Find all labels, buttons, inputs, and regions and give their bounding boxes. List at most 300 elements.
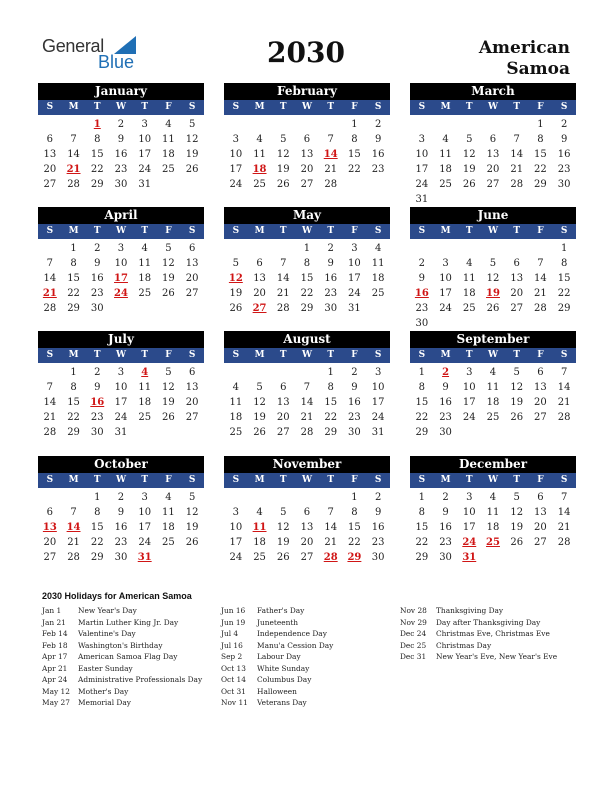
holiday-date: Jun 16 [221, 606, 246, 615]
day-cell: 25 [371, 288, 385, 299]
weekday-header [410, 224, 576, 239]
day-cell: 30 [371, 552, 385, 563]
month-title: September [410, 331, 576, 348]
weekday-label: F [537, 226, 544, 236]
weekday-label: F [351, 102, 358, 112]
empty-cell [62, 490, 86, 505]
holiday-date: Nov 28 [400, 606, 427, 615]
day-cell: 30 [324, 303, 338, 314]
day-cell: 26 [185, 537, 199, 548]
empty-cell [319, 490, 343, 505]
holiday-name: Christmas Day [436, 640, 492, 650]
day-cell: 12 [510, 382, 524, 393]
holiday-name: American Samoa Flag Day [78, 652, 178, 661]
holiday-name: Manu'a Cession Day [257, 640, 334, 650]
day-cell: 11 [486, 507, 500, 518]
day-cell: 30 [415, 318, 429, 329]
weekday-label: S [188, 350, 196, 360]
day-cell: 21 [324, 537, 338, 548]
holiday-row [400, 628, 557, 640]
holiday-date: Dec 24 [400, 629, 427, 638]
day-cell: 24 [114, 412, 128, 423]
day-grid [224, 490, 390, 565]
day-cell: 10 [138, 134, 152, 145]
holiday-column [221, 605, 333, 709]
weekday-label: T [279, 226, 287, 236]
holiday-date: Jul 16 [221, 640, 243, 650]
day-cell: 25 [486, 537, 500, 548]
weekday-label: S [232, 475, 240, 485]
day-cell: 10 [138, 507, 152, 518]
holiday-name: Independence Day [257, 629, 327, 638]
day-cell: 25 [462, 303, 476, 314]
day-cell: 19 [462, 164, 476, 175]
day-cell: 9 [327, 258, 334, 269]
day-cell: 10 [114, 258, 128, 269]
holiday-date: Jan 1 [42, 606, 62, 615]
month-title: June [410, 207, 576, 224]
day-cell: 29 [67, 303, 80, 314]
day-cell: 25 [138, 412, 152, 423]
day-cell: 11 [162, 507, 175, 518]
holiday-date: Oct 14 [221, 675, 246, 684]
day-cell: 30 [557, 179, 571, 190]
weekday-label: F [165, 102, 172, 112]
day-cell: 31 [415, 194, 429, 205]
weekday-label: S [560, 226, 568, 236]
day-cell: 7 [560, 367, 568, 378]
day-cell: 11 [486, 382, 500, 393]
day-cell: 23 [348, 412, 361, 423]
weekday-label: S [188, 475, 196, 485]
day-cell: 7 [70, 134, 77, 145]
day-cell: 25 [162, 537, 175, 548]
weekday-label: F [351, 350, 358, 360]
day-cell: 22 [67, 288, 80, 299]
holiday-row [400, 605, 557, 617]
day-cell: 16 [90, 397, 105, 408]
holiday-row [221, 651, 333, 663]
day-cell: 6 [303, 134, 311, 145]
weekday-label: W [487, 102, 499, 112]
month-title: August [224, 331, 390, 348]
day-cell: 28 [324, 179, 338, 190]
empty-cell [481, 241, 505, 256]
day-cell: 8 [418, 382, 426, 393]
holiday-date: Feb 18 [42, 640, 68, 650]
weekday-label: W [487, 475, 499, 485]
day-cell: 7 [513, 134, 520, 145]
day-cell: 1 [303, 243, 311, 254]
day-cell: 12 [276, 522, 290, 533]
weekday-label: T [465, 350, 473, 360]
day-cell: 11 [229, 397, 243, 408]
day-cell: 29 [415, 427, 429, 438]
weekday-label: T [279, 475, 287, 485]
weekday-label: M [440, 350, 451, 360]
month-april [38, 207, 204, 316]
day-cell: 5 [165, 243, 172, 254]
weekday-label: T [327, 226, 335, 236]
day-cell: 29 [90, 179, 104, 190]
day-cell: 18 [138, 397, 152, 408]
empty-cell [295, 365, 319, 380]
holiday-row [42, 697, 202, 709]
day-cell: 13 [253, 273, 266, 284]
day-cell: 24 [229, 179, 243, 190]
holiday-name: Martin Luther King Jr. Day [78, 617, 179, 627]
day-cell: 23 [114, 164, 128, 175]
day-cell: 1 [70, 367, 77, 378]
day-cell: 6 [489, 134, 497, 145]
day-grid [38, 365, 204, 440]
holidays-title: 2030 Holidays for American Samoa [42, 591, 192, 601]
day-cell: 18 [138, 273, 152, 284]
day-cell: 5 [188, 492, 196, 503]
day-cell: 19 [276, 164, 290, 175]
day-cell: 11 [253, 149, 266, 160]
day-cell: 9 [117, 134, 125, 145]
weekday-label: T [279, 350, 287, 360]
holiday-date: Oct 13 [221, 663, 246, 673]
day-cell: 12 [162, 382, 175, 393]
weekday-label: F [165, 226, 172, 236]
day-grid [224, 117, 390, 192]
day-cell: 15 [415, 522, 429, 533]
day-cell: 9 [442, 507, 449, 518]
weekday-label: W [487, 226, 499, 236]
empty-cell [38, 241, 62, 256]
weekday-label: T [513, 350, 521, 360]
day-cell: 12 [185, 507, 199, 518]
weekday-label: T [93, 475, 101, 485]
day-cell: 26 [510, 537, 524, 548]
weekday-label: M [68, 475, 79, 485]
weekday-label: T [327, 350, 335, 360]
holiday-column [400, 605, 557, 663]
day-cell: 15 [557, 273, 571, 284]
day-cell: 25 [162, 164, 175, 175]
day-cell: 17 [462, 397, 476, 408]
day-cell: 15 [415, 397, 429, 408]
day-cell: 23 [371, 537, 385, 548]
weekday-label: S [46, 350, 54, 360]
day-cell: 17 [138, 522, 152, 533]
day-cell: 20 [43, 164, 57, 175]
day-cell: 4 [232, 382, 240, 393]
day-cell: 10 [462, 507, 476, 518]
day-cell: 21 [557, 522, 571, 533]
day-cell: 1 [351, 492, 358, 503]
weekday-header [38, 473, 204, 488]
day-cell: 12 [276, 149, 290, 160]
weekday-label: W [115, 226, 127, 236]
day-cell: 4 [489, 492, 497, 503]
day-cell: 10 [229, 522, 243, 533]
day-cell: 8 [70, 258, 77, 269]
holiday-date: Oct 31 [221, 686, 246, 696]
day-cell: 6 [188, 243, 196, 254]
day-cell: 13 [510, 273, 524, 284]
empty-cell [38, 490, 62, 505]
day-cell: 20 [185, 397, 199, 408]
weekday-label: F [351, 475, 358, 485]
day-cell: 11 [371, 258, 385, 269]
weekday-label: M [254, 102, 265, 112]
weekday-label: S [560, 102, 568, 112]
day-cell: 3 [117, 243, 125, 254]
month-november [224, 456, 390, 565]
day-cell: 5 [256, 382, 263, 393]
day-cell: 14 [43, 397, 57, 408]
weekday-label: F [351, 226, 358, 236]
holiday-date: Feb 14 [42, 629, 68, 638]
holiday-date: Nov 29 [400, 617, 427, 627]
weekday-header [224, 348, 390, 363]
day-cell: 4 [489, 367, 497, 378]
day-grid [38, 241, 204, 316]
day-cell: 14 [67, 149, 80, 160]
day-cell: 31 [462, 552, 477, 563]
weekday-label: S [188, 226, 196, 236]
day-cell: 19 [486, 288, 500, 299]
day-cell: 20 [534, 522, 547, 533]
day-cell: 3 [351, 243, 358, 254]
day-cell: 9 [94, 382, 101, 393]
day-cell: 30 [348, 427, 361, 438]
day-cell: 10 [462, 382, 476, 393]
weekday-label: M [254, 475, 265, 485]
country-name-line2: Samoa [506, 59, 570, 79]
day-cell: 8 [70, 382, 77, 393]
day-cell: 22 [557, 288, 571, 299]
day-cell: 19 [162, 397, 175, 408]
empty-cell [248, 365, 272, 380]
holiday-row [400, 651, 557, 663]
day-cell: 16 [371, 522, 385, 533]
day-cell: 21 [300, 412, 314, 423]
day-cell: 19 [185, 149, 199, 160]
day-cell: 3 [442, 258, 449, 269]
holiday-row [42, 628, 202, 640]
day-cell: 24 [439, 303, 452, 314]
month-october [38, 456, 204, 565]
weekday-label: S [232, 102, 240, 112]
month-january [38, 83, 204, 192]
day-cell: 1 [418, 492, 426, 503]
day-cell: 30 [439, 552, 452, 563]
day-cell: 31 [114, 427, 128, 438]
day-cell: 13 [185, 258, 199, 269]
day-cell: 7 [303, 382, 311, 393]
holiday-row [42, 686, 202, 698]
day-cell: 16 [324, 273, 338, 284]
logo-general-text: General [42, 36, 104, 56]
day-cell: 2 [442, 492, 449, 503]
holiday-column [42, 605, 202, 709]
day-cell: 8 [418, 507, 426, 518]
day-cell: 16 [439, 522, 452, 533]
day-cell: 2 [442, 367, 450, 378]
day-cell: 29 [90, 552, 104, 563]
weekday-label: S [418, 102, 426, 112]
weekday-label: S [560, 475, 568, 485]
day-cell: 1 [93, 119, 101, 130]
day-cell: 16 [114, 522, 128, 533]
day-cell: 30 [114, 179, 128, 190]
holiday-date: Jan 21 [42, 617, 66, 627]
weekday-label: S [188, 102, 196, 112]
empty-cell [434, 241, 458, 256]
day-cell: 28 [43, 427, 57, 438]
day-cell: 31 [138, 179, 152, 190]
day-cell: 18 [486, 522, 500, 533]
day-cell: 9 [94, 258, 101, 269]
country-name-line1: American [478, 38, 570, 58]
day-cell: 5 [466, 134, 473, 145]
day-cell: 28 [510, 179, 524, 190]
day-cell: 29 [557, 303, 571, 314]
holiday-date: May 12 [42, 686, 70, 696]
day-grid [38, 490, 204, 565]
day-cell: 2 [418, 258, 426, 269]
holiday-row [221, 663, 333, 675]
empty-cell [248, 241, 272, 256]
month-september [410, 331, 576, 440]
day-cell: 1 [537, 119, 544, 130]
day-cell: 20 [43, 537, 57, 548]
empty-cell [38, 365, 62, 380]
weekday-label: W [301, 226, 313, 236]
month-july [38, 331, 204, 440]
day-cell: 26 [486, 303, 500, 314]
day-cell: 12 [228, 273, 243, 284]
day-cell: 17 [462, 522, 476, 533]
empty-cell [248, 117, 272, 132]
day-cell: 20 [534, 397, 547, 408]
day-cell: 29 [534, 179, 547, 190]
day-cell: 23 [371, 164, 385, 175]
weekday-label: S [374, 226, 382, 236]
day-cell: 15 [348, 522, 361, 533]
day-cell: 28 [534, 303, 547, 314]
day-cell: 26 [229, 303, 243, 314]
day-cell: 6 [537, 492, 544, 503]
holiday-row [42, 617, 202, 629]
day-cell: 25 [229, 427, 243, 438]
holiday-date: Jul 4 [221, 629, 239, 638]
day-cell: 26 [510, 412, 524, 423]
month-december [410, 456, 576, 565]
day-grid [224, 365, 390, 440]
day-cell: 21 [67, 537, 80, 548]
day-cell: 5 [232, 258, 240, 269]
day-cell: 6 [513, 258, 520, 269]
day-cell: 31 [348, 303, 361, 314]
holiday-date: Apr 21 [42, 663, 68, 673]
month-february [224, 83, 390, 192]
weekday-label: S [46, 226, 54, 236]
holiday-name: Administrative Professionals Day [78, 675, 203, 684]
day-cell: 23 [439, 412, 452, 423]
day-cell: 14 [534, 273, 547, 284]
day-cell: 6 [303, 507, 311, 518]
weekday-header [410, 100, 576, 115]
day-cell: 8 [351, 507, 358, 518]
day-cell: 28 [43, 303, 57, 314]
weekday-label: W [301, 475, 313, 485]
day-cell: 20 [300, 164, 314, 175]
day-cell: 10 [415, 149, 429, 160]
day-cell: 3 [418, 134, 426, 145]
day-cell: 7 [327, 134, 334, 145]
day-cell: 7 [46, 258, 54, 269]
day-cell: 25 [138, 288, 152, 299]
day-cell: 27 [185, 288, 199, 299]
empty-cell [434, 117, 458, 132]
holiday-row [221, 628, 333, 640]
day-cell: 18 [252, 164, 267, 175]
holiday-row [42, 651, 202, 663]
holiday-date: Apr 24 [42, 675, 68, 684]
holiday-date: Apr 17 [42, 652, 68, 661]
holiday-row [42, 663, 202, 675]
empty-cell [481, 117, 505, 132]
weekday-label: T [93, 350, 101, 360]
day-cell: 4 [374, 243, 382, 254]
day-cell: 22 [534, 164, 547, 175]
month-title: December [410, 456, 576, 473]
holiday-name: Columbus Day [257, 675, 312, 684]
empty-cell [529, 241, 553, 256]
day-cell: 3 [232, 507, 240, 518]
day-cell: 30 [439, 427, 452, 438]
day-cell: 6 [46, 134, 54, 145]
weekday-header [224, 100, 390, 115]
day-cell: 5 [489, 258, 497, 269]
day-cell: 15 [534, 149, 547, 160]
day-cell: 4 [141, 243, 148, 254]
day-cell: 16 [439, 397, 452, 408]
day-cell: 25 [253, 552, 266, 563]
day-cell: 20 [276, 412, 290, 423]
day-cell: 14 [324, 522, 338, 533]
day-cell: 2 [374, 492, 382, 503]
day-cell: 3 [232, 134, 240, 145]
weekday-label: F [537, 102, 544, 112]
weekday-label: T [141, 350, 149, 360]
weekday-label: T [513, 226, 521, 236]
day-cell: 26 [162, 412, 175, 423]
weekday-label: M [440, 475, 451, 485]
day-cell: 27 [300, 552, 314, 563]
day-cell: 22 [90, 164, 104, 175]
weekday-label: M [68, 350, 79, 360]
holiday-row [221, 697, 333, 709]
day-cell: 26 [253, 427, 266, 438]
holiday-name: Veterans Day [257, 698, 307, 707]
day-cell: 10 [371, 382, 385, 393]
day-cell: 5 [513, 492, 520, 503]
day-cell: 8 [537, 134, 544, 145]
day-cell: 15 [324, 397, 338, 408]
day-cell: 8 [94, 507, 101, 518]
day-cell: 11 [439, 149, 452, 160]
country-name [410, 38, 570, 80]
day-cell: 23 [324, 288, 338, 299]
day-cell: 11 [138, 382, 152, 393]
day-cell: 1 [351, 119, 358, 130]
